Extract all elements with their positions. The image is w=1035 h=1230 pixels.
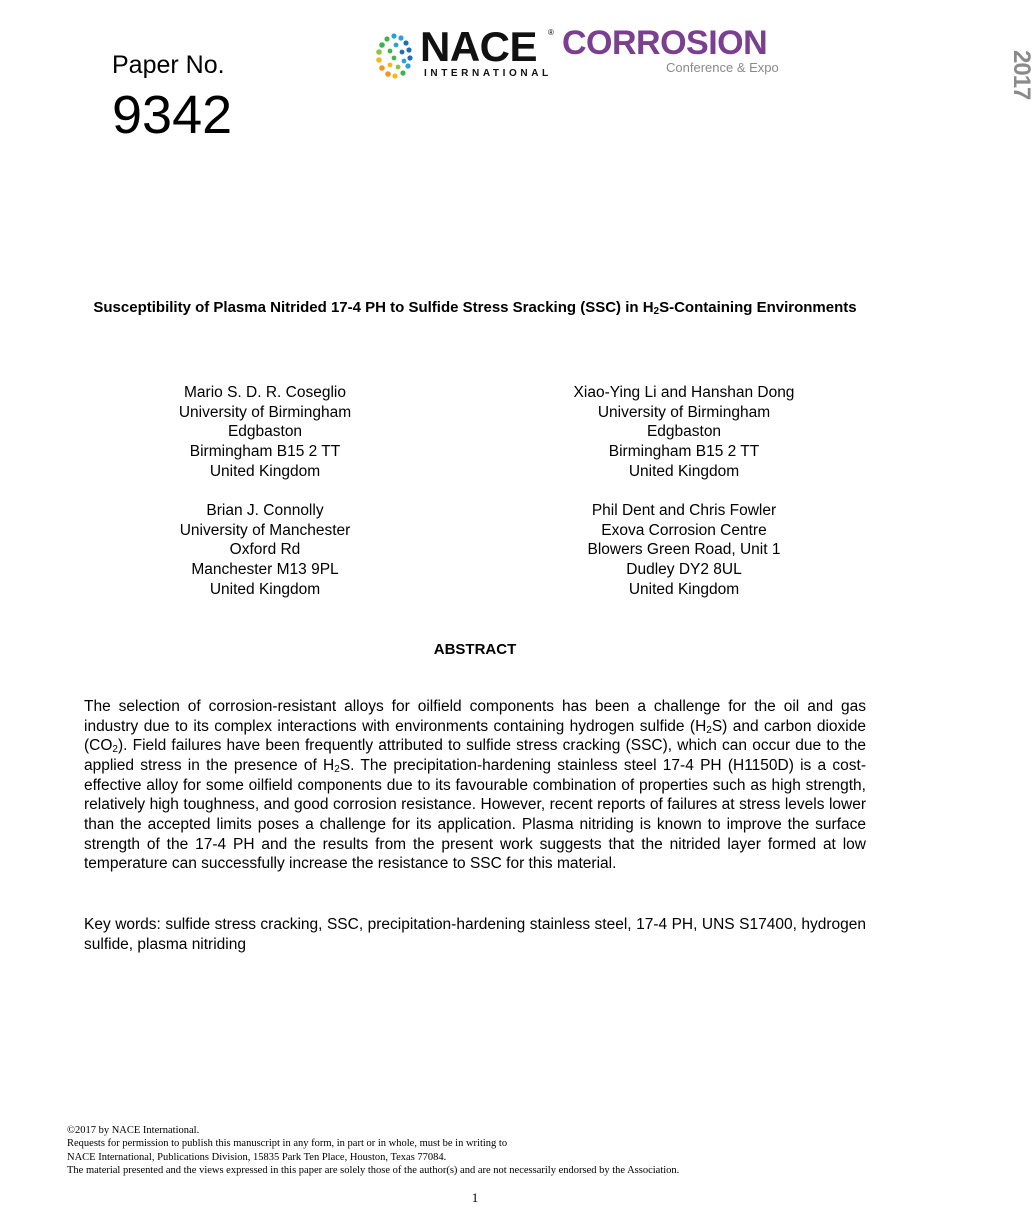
author-address-line: Blowers Green Road, Unit 1	[587, 541, 781, 559]
footer-line: NACE International, Publications Division, 15835 Park Ten Place, Houston, Texas 77084.	[67, 1151, 447, 1163]
subscript: 2	[112, 744, 118, 756]
author-address-line: Dudley DY2 8UL	[626, 561, 742, 579]
abstract-text: The selection of corrosion-resistant alloys for oilfield components has been a challenge for the oil and gas industry due to its complex interactions with environments containing hydrogen sulfide (H	[84, 698, 866, 735]
author-country: United Kingdom	[209, 580, 321, 598]
paper-number: 9342	[112, 85, 233, 145]
abstract-paragraph	[84, 697, 866, 874]
nace-wordmark: NACE	[420, 23, 538, 70]
nace-logo	[370, 23, 562, 80]
author-name: Xiao-Ying Li and Hanshan Dong	[573, 384, 795, 401]
footer-line: The material presented and the views expressed in this paper are solely those of the author(s) and are not necessarily endorsed by the Association.	[67, 1165, 680, 1177]
author-country: United Kingdom	[628, 462, 740, 480]
corrosion-year: 2017	[1008, 50, 1035, 100]
author-country: United Kingdom	[209, 462, 321, 480]
footer-line: Requests for permission to publish this manuscript in any form, in part or in whole, must be in writing to	[67, 1138, 508, 1150]
author-affiliation: University of Birmingham	[597, 403, 771, 421]
author-address-line: Oxford Rd	[229, 541, 301, 559]
author-affiliation: University of Birmingham	[178, 403, 352, 421]
abstract-heading: ABSTRACT	[433, 641, 517, 658]
nace-globe-icon	[370, 30, 418, 80]
author-affiliation: University of Manchester	[179, 521, 351, 539]
author-affiliation: Exova Corrosion Centre	[601, 521, 767, 539]
author-name: Brian J. Connolly	[206, 502, 324, 519]
subscript: 2	[706, 724, 712, 736]
author-address-line: Birmingham B15 2 TT	[189, 443, 341, 461]
title-subscript: 2	[653, 306, 660, 317]
page-number: 1	[471, 1190, 479, 1205]
corrosion-logo	[562, 24, 1035, 100]
corrosion-subtitle: Conference & Expo	[666, 60, 779, 75]
copyright-footer	[67, 1124, 679, 1178]
author-block-1	[100, 383, 430, 482]
author-country: United Kingdom	[628, 580, 740, 598]
author-block-4	[519, 501, 849, 600]
author-address-line: Edgbaston	[227, 423, 303, 441]
paper-label: Paper No.	[112, 51, 225, 79]
author-block-3	[100, 501, 430, 600]
abstract-text: S. The precipitation-hardening stainless steel 17-4 PH (H1150D) is a cost-effective alloy for some oilfield components due to its favourable combination of properties such as high strength, relatively high toughness, and good corrosion resistance. However, recent reports of failures at stress levels lower than the accepted limits poses a challenge for its application. Plasma nitriding is known to improve the surface strength of the 17-4 PH and the results from the present work suggests that the nitrided layer formed at low temperature can successfully increase the resistance to SSC for this material.	[84, 756, 866, 873]
paper-title	[84, 298, 866, 318]
author-address-line: Manchester M13 9PL	[191, 561, 339, 579]
author-address-line: Birmingham B15 2 TT	[608, 443, 760, 461]
abstract-text: S) and carbon dioxide (CO	[84, 717, 866, 755]
author-block-2	[519, 383, 849, 482]
subscript: 2	[334, 763, 340, 775]
author-address-line: Edgbaston	[646, 423, 722, 441]
nace-subtitle: INTERNATIONAL	[424, 68, 552, 79]
author-name: Mario S. D. R. Coseglio	[184, 384, 346, 401]
title-part2: S-Containing Environments	[659, 299, 857, 316]
abstract-text: ). Field failures have been frequently attributed to sulfide stress cracking (SSC), which can occur due to the applied stress in the presence of H	[84, 737, 866, 774]
keywords-paragraph: Key words: sulfide stress cracking, SSC, precipitation-hardening stainless steel, 17-4 PH, UNS S17400, hydrogen sulfide, plasma nitriding	[84, 916, 866, 953]
registered-mark: ®	[548, 28, 554, 37]
title-part1: Susceptibility of Plasma Nitrided 17-4 PH to Sulfide Stress Sracking (SSC) in H	[93, 299, 654, 316]
footer-line: ©2017 by NACE International.	[67, 1125, 200, 1136]
corrosion-wordmark: CORROSION	[562, 24, 768, 62]
author-name: Phil Dent and Chris Fowler	[591, 502, 777, 519]
